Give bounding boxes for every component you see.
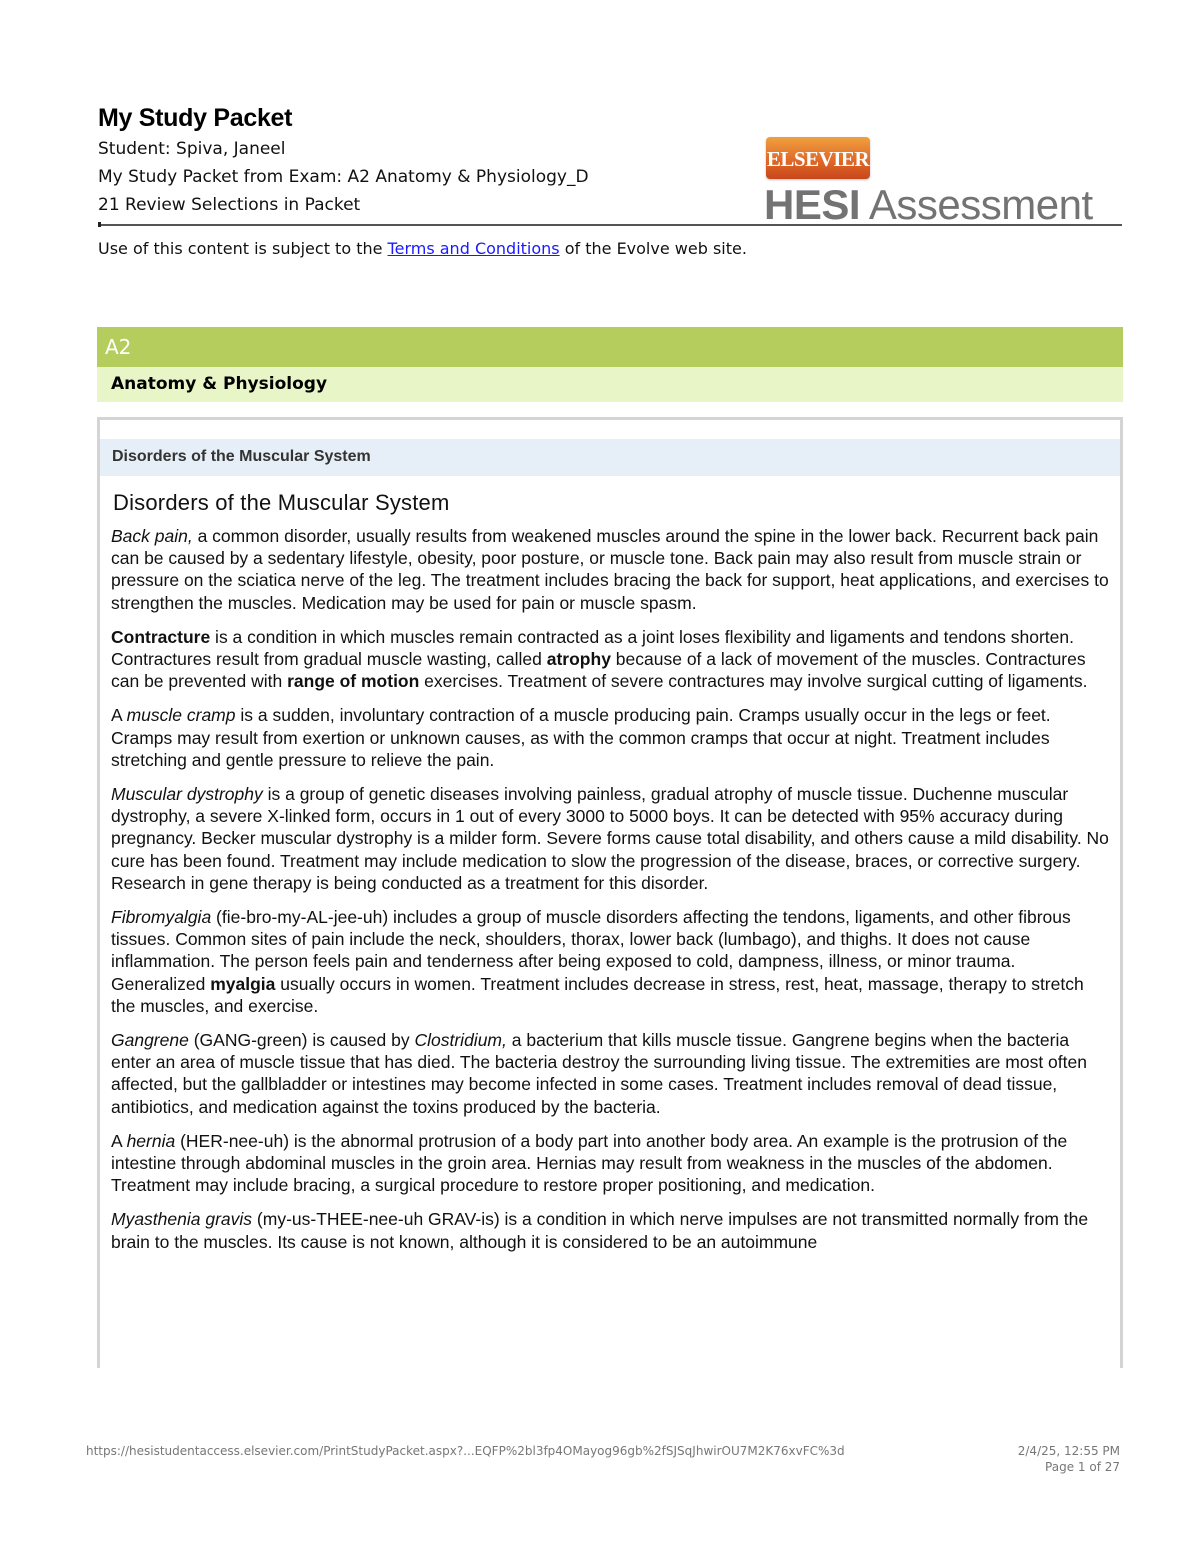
student-name: Student: Spiva, Janeel — [98, 139, 286, 159]
paragraph-text: (GANG-green) is caused by — [188, 1030, 415, 1051]
term-muscle-cramp: muscle cramp — [126, 705, 236, 726]
terms-notice — [98, 239, 747, 258]
selection-count: 21 Review Selections in Packet — [98, 195, 361, 215]
hesi-assessment-logo — [764, 137, 1124, 228]
term-hernia: hernia — [126, 1130, 176, 1151]
term-gangrene: Gangrene — [111, 1030, 189, 1051]
topic-body — [111, 525, 1111, 1265]
paragraph-text: is a condition in which muscles remain contracted as a joint loses flexibility and ligaments and tendons shorten. Contractures result from gradual muscle wasting, called — [111, 626, 1074, 670]
paragraph-text: (fie-bro-my-AL-jee-uh) includes a group of muscle disorders affecting the tendons, ligaments, and other fibrous tissues. Common sites of pain include the neck, shoulders, thorax, lower back (lumbago), and thighs. It does not cause inflammation. The person feels pain and tenderness after being exposed to cold, dampness, illness, or minor trauma. Generalized — [111, 907, 1071, 994]
header-divider-tick — [98, 222, 101, 227]
term-back-pain: Back pain, — [111, 526, 193, 546]
page-title: My Study Packet — [98, 104, 293, 132]
topic-label-bar — [100, 439, 1120, 476]
paragraph-text: A — [111, 1130, 127, 1151]
paragraph-text: A — [111, 705, 127, 726]
paragraph-text: is a sudden, involuntary contraction of a muscle producing pain. Cramps usually occur in the legs or feet. Cramps may result from exertion or unknown causes, as with the common cramps that occur at night. Treatment includes stretching and gentle pressure to relieve the pain. — [111, 705, 1051, 770]
topic-heading: Disorders of the Muscular System — [113, 490, 450, 515]
terms-suffix: of the Evolve web site. — [559, 239, 747, 258]
assessment-wordmark: Assessment — [860, 181, 1093, 228]
term-clostridium: Clostridium, — [414, 1030, 507, 1051]
footer-page-number: Page 1 of 27 — [1045, 1460, 1120, 1474]
paragraph-text: a bacterium that kills muscle tissue. Gangrene begins when the bacteria enter an area of muscle tissue that has died. The bacteria destroy the surrounding living tissue. The extremities are most often affected, but the gallbladder or intestines may become infected in some cases. Treatment includes removal of dead tissue, antibiotics, and medication against the toxins produced by the bacteria. — [111, 1030, 1087, 1117]
paragraph-fibromyalgia — [111, 906, 1111, 1017]
paragraph-myasthenia-gravis — [111, 1208, 1111, 1252]
term-muscular-dystrophy: Muscular dystrophy — [111, 784, 263, 805]
paragraph-gangrene — [111, 1029, 1111, 1118]
paragraph-text: is a group of genetic diseases involving painless, gradual atrophy of muscle tissue. Duchenne muscular dystrophy, a severe X-linked form, occurs in 1 out of every 3000 to 5000 boys. It can be detected with 95% accuracy during pregnancy. Becker muscular dystrophy is a milder form. Severe forms cause total disability, and others cause a mild disability. No cure has been found. Treatment may include medication to slow the progression of the disease, braces, or corrective surgery. Research in gene therapy is being conducted as a treatment for this disorder. — [111, 784, 1109, 893]
paragraph-back-pain — [111, 525, 1111, 614]
paragraph-contracture — [111, 626, 1111, 693]
paragraph-text: exercises. Treatment of severe contractures may involve surgical cutting of ligaments. — [419, 671, 1088, 692]
subsection-header-bar — [97, 367, 1123, 402]
section-code: A2 — [105, 335, 132, 359]
hesi-assessment-wordmark — [764, 181, 1093, 229]
paragraph-text: usually occurs in women. Treatment includes decrease in stress, rest, heat, massage, therapy to stretch the muscles, and exercise. — [111, 973, 1084, 1016]
topic-label: Disorders of the Muscular System — [112, 448, 371, 465]
paragraph-text: a common disorder, usually results from weakened muscles around the spine in the lower back. Recurrent back pain can be caused by a sedentary lifestyle, obesity, poor posture, or muscle tone. Back pain may also result from muscle strain or pressure on the sciatica nerve of the leg. The treatment includes bracing the back for support, heat applications, and exercises to strengthen the muscles. Medication may be used for pain or muscle spasm. — [111, 526, 1109, 613]
term-atrophy: atrophy — [546, 649, 611, 670]
elsevier-logo-badge: ELSEVIER — [766, 137, 870, 179]
term-contracture: Contracture — [111, 626, 211, 647]
footer-url: https://hesistudentaccess.elsevier.com/PrintStudyPacket.aspx?...EQFP%2bl3fp4OMayog96gb%2fSJSqJhwirOU7M2K76xvFC%3d — [86, 1444, 845, 1458]
terms-prefix: Use of this content is subject to the — [98, 239, 388, 258]
term-range-of-motion: range of motion — [287, 671, 420, 692]
paragraph-text: (my-us-THEE-nee-uh GRAV-is) is a condition in which nerve impulses are not transmitted normally from the brain to the muscles. Its cause is not known, although it is considered to be an autoimmune — [111, 1209, 1089, 1252]
terms-and-conditions-link[interactable]: Terms and Conditions — [387, 239, 560, 258]
subsection-title: Anatomy & Physiology — [111, 374, 328, 394]
paragraph-text: (HER-nee-uh) is the abnormal protrusion of a body part into another body area. An example is the protrusion of the intestine through abdominal muscles in the groin area. Hernias may result from weakness in the muscles of the abdomen. Treatment may include bracing, a surgical procedure to restore proper positioning, and medication. — [111, 1130, 1068, 1196]
paragraph-text: because of a lack of movement of the muscles. Contractures can be prevented with — [111, 649, 1086, 692]
term-fibromyalgia: Fibromyalgia — [111, 907, 212, 928]
paragraph-muscular-dystrophy — [111, 783, 1111, 894]
term-myasthenia-gravis: Myasthenia gravis — [111, 1209, 253, 1230]
section-header-bar — [97, 327, 1123, 367]
term-myalgia: myalgia — [210, 973, 276, 994]
review-content-box — [97, 417, 1123, 1368]
exam-name: My Study Packet from Exam: A2 Anatomy & Physiology_D — [98, 167, 589, 187]
footer-datetime: 2/4/25, 12:55 PM — [1017, 1444, 1120, 1458]
hesi-wordmark-bold: HESI — [764, 181, 861, 228]
paragraph-hernia — [111, 1130, 1111, 1197]
paragraph-muscle-cramp — [111, 704, 1111, 771]
